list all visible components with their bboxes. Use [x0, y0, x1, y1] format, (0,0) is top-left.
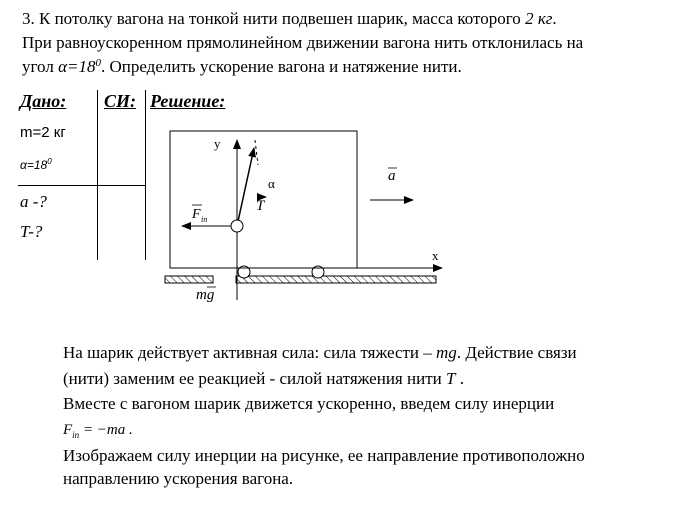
text-segment: (нити) заменим ее реакцией - силой натяжения нити [63, 369, 446, 388]
acceleration-label: a [388, 168, 396, 184]
text-line-2 [63, 369, 464, 389]
formula-equals: = −m [79, 422, 118, 438]
degree-sup: 0 [95, 57, 101, 69]
inertia-label-sub: in [201, 215, 208, 224]
problem-text: . [552, 9, 557, 28]
find-acceleration: a -? [20, 192, 47, 211]
inertia-label: F [192, 207, 201, 222]
text-segment: На шарик действует активная сила: сила тяжести – [63, 343, 437, 362]
y-axis-label: y [214, 136, 221, 151]
gravity-label: mg [196, 287, 215, 303]
f-subscript: in [72, 430, 80, 440]
given-angle-text: α=18 [20, 158, 48, 172]
text-line-1 [63, 343, 577, 363]
ground-hatch-left [165, 276, 213, 283]
x-axis-label: x [432, 248, 439, 263]
solution-header: Решение: [150, 91, 226, 111]
problem-text: угол [22, 57, 59, 76]
text-line-4-formula [63, 420, 133, 445]
ground-hatch-right [236, 276, 436, 283]
ball [231, 220, 243, 232]
text-line-3: Вместе с вагоном шарик движется ускоренно, введем силу инерции [63, 394, 555, 413]
text-line-6: направлению ускорения вагона. [63, 469, 294, 488]
problem-line-2: При равноускоренном прямолинейном движении вагона нить отклонилась на [22, 33, 584, 52]
problem-text: 3. К потолку вагона на тонкой нити подвешен шарик, масса которого [22, 9, 526, 28]
t-symbol: T [445, 369, 456, 388]
angle-text: α=18 [58, 57, 96, 76]
mg-symbol: mg [436, 343, 457, 362]
formula-dot: . [129, 422, 133, 438]
find-tension: T-? [20, 222, 43, 241]
given-mass: m=2 кг [20, 124, 66, 141]
text-segment: . [459, 369, 464, 388]
text-line-5: Изображаем силу инерции на рисунке, ее направление противоположно [63, 446, 585, 465]
vertical-dashed-line [255, 140, 258, 165]
a-symbol: a [117, 422, 126, 438]
tension-label: T [256, 198, 265, 214]
alpha-label: α [268, 176, 275, 191]
f-symbol: F [63, 422, 73, 438]
tension-arrow [237, 148, 254, 226]
text-segment: . Действие связи [456, 343, 577, 362]
problem-text: . Определить ускорение вагона и натяжение нити. [100, 57, 462, 76]
mass-value: 2 кг [525, 9, 553, 28]
given-header: Дано: [20, 91, 67, 111]
given-angle-sup: 0 [47, 157, 52, 166]
si-header: СИ: [104, 91, 137, 111]
